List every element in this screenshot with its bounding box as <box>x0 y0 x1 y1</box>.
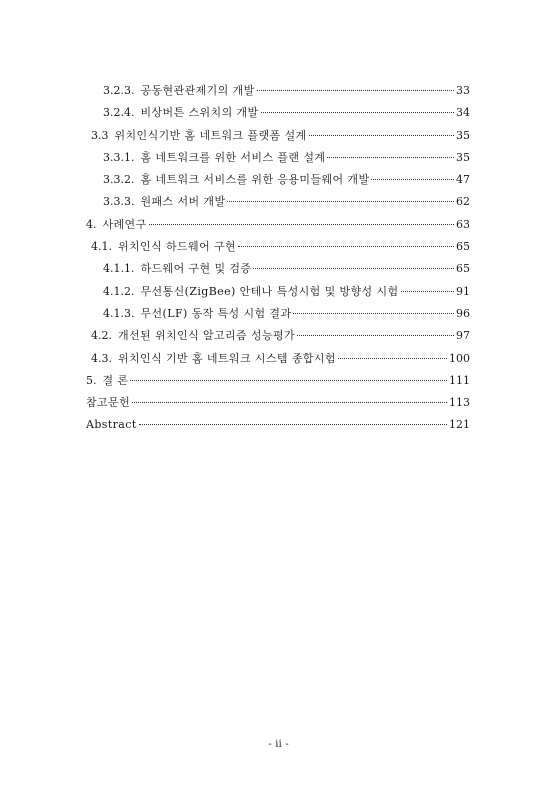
toc-entry[interactable] <box>86 125 470 147</box>
dot-leader <box>293 313 454 314</box>
toc-entry-page: 113 <box>449 396 470 410</box>
dot-leader <box>130 380 447 381</box>
toc-entry-title: 무선(LF) 동작 특성 시험 결과 <box>140 306 292 320</box>
dot-leader <box>149 224 454 225</box>
dot-leader <box>371 179 454 180</box>
toc-entry[interactable] <box>86 191 470 213</box>
toc-entry-number: 4.1. <box>91 240 112 254</box>
toc-entry[interactable] <box>86 303 470 325</box>
toc-entry[interactable] <box>86 214 470 236</box>
toc-entry-title: 홈 네트워크를 위한 서비스 플랜 설계 <box>140 150 326 164</box>
dot-leader <box>139 424 447 425</box>
toc-entry[interactable] <box>86 169 470 191</box>
toc-entry-page: 111 <box>449 373 470 387</box>
page-number: - ii - <box>268 738 289 750</box>
dot-leader <box>132 402 447 403</box>
toc-entry-title: 원패스 서버 개발 <box>140 195 226 209</box>
toc-entry[interactable] <box>86 236 470 258</box>
toc-entry[interactable] <box>86 147 470 169</box>
dot-leader <box>297 335 454 336</box>
toc-entry-title: Abstract <box>86 418 137 432</box>
toc-entry-number: 3.2.3. <box>103 84 135 97</box>
toc-entry-page: 63 <box>456 217 470 231</box>
toc-entry-page: 47 <box>456 173 470 187</box>
toc-entry-number: 4.2. <box>91 329 112 343</box>
toc-entry-number: 3.3.2. <box>103 173 135 187</box>
toc-entry-page: 62 <box>456 195 470 209</box>
toc-entry-title: 위치인식 하드웨어 구현 <box>118 240 237 254</box>
toc-entry-number: 4.1.1. <box>103 262 135 276</box>
toc-entry[interactable] <box>86 414 470 436</box>
toc-entry-number: 3.3.1. <box>103 150 135 164</box>
toc-entry-number: 3.2.4. <box>103 106 135 120</box>
toc-entry[interactable] <box>86 392 470 414</box>
toc-entry-title: 위치인식 기반 홈 네트워크 시스템 종합시험 <box>118 351 336 365</box>
toc-entry-page: 65 <box>456 240 470 254</box>
dot-leader <box>257 90 454 91</box>
toc-entry[interactable] <box>86 348 470 370</box>
toc-entry-number: 4.3. <box>91 351 112 365</box>
dot-leader <box>338 358 447 359</box>
toc-entry-number: 3.3 <box>91 128 109 142</box>
toc-entry[interactable] <box>86 370 470 392</box>
toc-entry-page: 34 <box>456 106 470 120</box>
table-of-contents <box>86 80 470 437</box>
toc-entry-page: 100 <box>449 351 470 365</box>
toc-entry-page: 121 <box>449 418 470 432</box>
toc-entry-page: 35 <box>456 150 470 164</box>
toc-entry-page: 65 <box>456 262 470 276</box>
toc-entry-title: 개선된 위치인식 알고리즘 성능평가 <box>118 329 296 343</box>
toc-entry[interactable] <box>86 80 470 102</box>
toc-entry-title: 무선통신(ZigBee) 안테나 특성시험 및 방향성 시험 <box>140 284 399 298</box>
toc-entry-number: 3.3.3. <box>103 195 135 209</box>
dot-leader <box>261 112 454 113</box>
toc-entry[interactable] <box>86 281 470 303</box>
toc-entry-title: 위치인식기반 홈 네트워크 플랫폼 설계 <box>114 128 307 142</box>
dot-leader <box>401 291 454 292</box>
dot-leader <box>238 246 454 247</box>
toc-entry-number: 4.1.2. <box>103 284 135 298</box>
toc-entry-number: 4.1.3. <box>103 306 135 320</box>
toc-entry-title: 비상버튼 스위치의 개발 <box>140 106 259 120</box>
toc-entry[interactable] <box>86 325 470 347</box>
toc-entry-page: 91 <box>456 284 470 298</box>
toc-entry-number: 4. <box>86 217 97 231</box>
toc-entry[interactable] <box>86 258 470 280</box>
toc-entry-title: 참고문헌 <box>86 396 131 410</box>
toc-entry-title: 홈 네트워크 서비스를 위한 응용미들웨어 개발 <box>140 173 370 187</box>
dot-leader <box>253 268 454 269</box>
toc-entry-title: 사례연구 <box>102 217 147 231</box>
toc-entry-title: 하드웨어 구현 및 검증 <box>140 262 252 276</box>
toc-entry-page: 97 <box>456 329 470 343</box>
toc-entry-number: 5. <box>86 373 97 387</box>
toc-entry[interactable] <box>86 102 470 124</box>
dot-leader <box>227 201 454 202</box>
toc-entry-page: 33 <box>456 84 470 97</box>
toc-entry-page: 35 <box>456 128 470 142</box>
toc-entry-page: 96 <box>456 306 470 320</box>
dot-leader <box>327 157 454 158</box>
dot-leader <box>309 135 454 136</box>
toc-entry-title: 공동현관관제기의 개발 <box>140 84 255 97</box>
toc-entry-title: 결 론 <box>102 373 129 387</box>
